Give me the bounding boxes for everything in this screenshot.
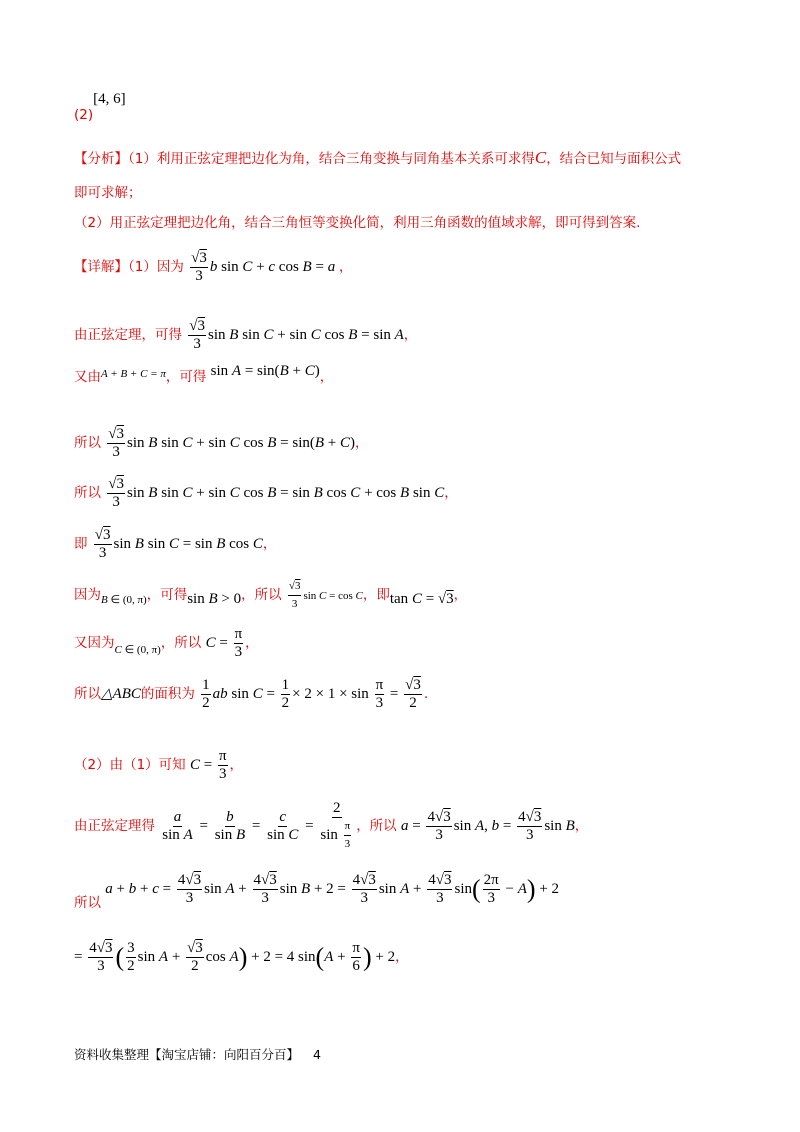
analysis-line-1 xyxy=(74,149,681,168)
eq-2: $\frac{√3}{3}$ sin B sin C + sin C cos B = sin A xyxy=(189,318,404,352)
detail-l7-prefix: 因为 xyxy=(74,586,101,603)
detail-l8-mid: ，所以 xyxy=(160,634,202,651)
detail-l4-prefix: 所以 xyxy=(74,434,101,451)
detail-l9-mid: 的面积为 xyxy=(140,685,195,702)
part2-prefix: （2）由（1）可知 xyxy=(74,756,186,773)
detail-line-6 xyxy=(74,527,276,562)
eq-p2-4: a + b + c = $\frac{4√3}{3}$ sin A + $\frac{4√3}{3}$ sin B + 2 = $\frac{4√3}{3}$ sin A + $\frac{4√3}{3}$ sin( $\frac{2\pi}{3}$ − A) + 2 xyxy=(105,872,560,906)
detail-l8-prefix: 又因为 xyxy=(74,634,115,651)
comma: ， xyxy=(444,484,458,501)
analysis-p1-prefix: （1）利用正弦定理把边化为角，结合三角变换与同角基本关系可求得 xyxy=(128,151,535,167)
comma: ， xyxy=(229,756,244,773)
detail-l9-prefix: 所以 xyxy=(74,685,101,702)
eq-p2-1: C = $\frac{\pi}{3}$ xyxy=(189,748,227,782)
eq-6: $\frac{√3}{3}$ sin B sin C = sin B cos C xyxy=(94,527,263,561)
part2-interval: [4, 6] xyxy=(93,91,126,107)
detail-l5-prefix: 所以 xyxy=(74,484,101,501)
eq-sinb-pos: sin B > 0 xyxy=(187,590,242,607)
analysis-var-c: C xyxy=(534,148,547,167)
part2-answer xyxy=(74,91,126,123)
comma: ， xyxy=(395,948,409,965)
triangle-abc: △ABC xyxy=(101,685,141,702)
part2-label: (2) xyxy=(74,107,94,123)
comma: ， xyxy=(403,326,418,343)
comma: ， xyxy=(338,258,353,275)
eq-3: sin A = sin(B + C) xyxy=(210,363,320,379)
part2-line-3 xyxy=(74,872,560,911)
part2-line-1 xyxy=(74,748,243,783)
eq-p2-3: a = $\frac{4√3}{3}$ sin A, b = $\frac{4√3}{3}$ sin B xyxy=(400,809,575,843)
detail-l6-prefix: 即 xyxy=(74,535,88,552)
eq-8: C = $\frac{\pi}{3}$ xyxy=(205,626,243,660)
comma: ， xyxy=(319,369,334,385)
eq-7: $\frac{√3}{3}$ sin C = cos C xyxy=(288,580,363,610)
detail-line-8 xyxy=(74,626,259,661)
page-footer xyxy=(74,1045,321,1063)
eq-c-range: C ∈ (0, π) xyxy=(114,643,161,656)
detail-l7-mid1: ，可得 xyxy=(146,586,188,603)
page-number: 4 xyxy=(313,1047,321,1062)
eq-9: $\frac{1}{2}$ ab sin C = $\frac{1}{2}$ × 2 × 1 × sin $\frac{\pi}{3}$ = $\frac{√3}{2}$ xyxy=(202,677,421,711)
footer-text: 资料收集整理【淘宝店铺：向阳百分百】 xyxy=(74,1047,300,1062)
detail-line-1 xyxy=(74,250,352,285)
analysis-line-3: （2）用正弦定理把边化角，结合三角恒等变换化简，利用三角函数的值域求解，即可得到答案. xyxy=(74,215,641,231)
part2-l2-prefix: 由正弦定理得 xyxy=(74,817,155,834)
comma: ， xyxy=(245,634,259,651)
detail-l3-prefix: 又由 xyxy=(74,369,101,385)
eq-4: $\frac{√3}{3}$ sin B sin C + sin C cos B = sin(B + C) xyxy=(108,426,356,460)
comma: ， xyxy=(262,535,277,552)
eq-b-range: B ∈ (0, π) xyxy=(101,593,147,606)
detail-line-9 xyxy=(74,677,428,712)
period: . xyxy=(423,685,429,702)
comma: ， xyxy=(574,817,589,834)
part2-line-2 xyxy=(74,800,588,853)
detail-line-5 xyxy=(74,476,458,511)
eq-p2-2: $\frac{a}{\text{sin A}}$ = $\frac{b}{\text{sin B}}$ = $\frac{c}{\text{sin C}}$ = 2 sin $\frac{\pi}{3}$ xyxy=(162,800,351,850)
frac-sqrt3-over-3: $\frac{√3}{3}$ xyxy=(191,250,207,284)
eq-p2-5: = $\frac{4√3}{3}$ ( $\frac{3}{2}$ sin A + $\frac{√3}{2}$ cos A) + 2 = 4 sin(A + $\frac{\pi}{6}$ ) + 2 xyxy=(74,940,396,974)
part2-l2-mid: ，所以 xyxy=(356,817,397,834)
part2-line-4 xyxy=(74,940,409,975)
eq-tanc: tan C = √3 xyxy=(389,590,454,607)
eq-5: $\frac{√3}{3}$ sin B sin C + sin C cos B = sin B cos C + cos B sin C xyxy=(108,476,445,510)
detail-l3-mid: ，可得 xyxy=(165,369,207,385)
analysis-tag: 【分析】 xyxy=(74,151,128,167)
eq-1: $\frac{√3}{3}$ b sin C + c cos B = a xyxy=(191,250,336,284)
eq-angle-sum: A + B + C = π xyxy=(101,368,166,380)
detail-l2-prefix: 由正弦定理，可得 xyxy=(74,326,182,343)
detail-l1-prefix: （1）因为 xyxy=(128,258,184,275)
analysis-line-2: 即可求解； xyxy=(74,185,142,201)
comma: ， xyxy=(355,434,369,451)
detail-line-7 xyxy=(74,578,467,613)
part2-l3-prefix: 所以 xyxy=(74,894,101,911)
detail-l7-mid2: ，所以 xyxy=(241,586,282,603)
detail-l7-mid3: ，即 xyxy=(362,586,390,603)
comma: ， xyxy=(453,586,468,603)
detail-tag: 【详解】 xyxy=(74,258,128,275)
detail-line-3 xyxy=(74,363,334,387)
analysis-p1-suffix: ，结合已知与面积公式 xyxy=(546,151,682,167)
detail-line-2 xyxy=(74,318,417,353)
detail-line-4 xyxy=(74,426,369,461)
